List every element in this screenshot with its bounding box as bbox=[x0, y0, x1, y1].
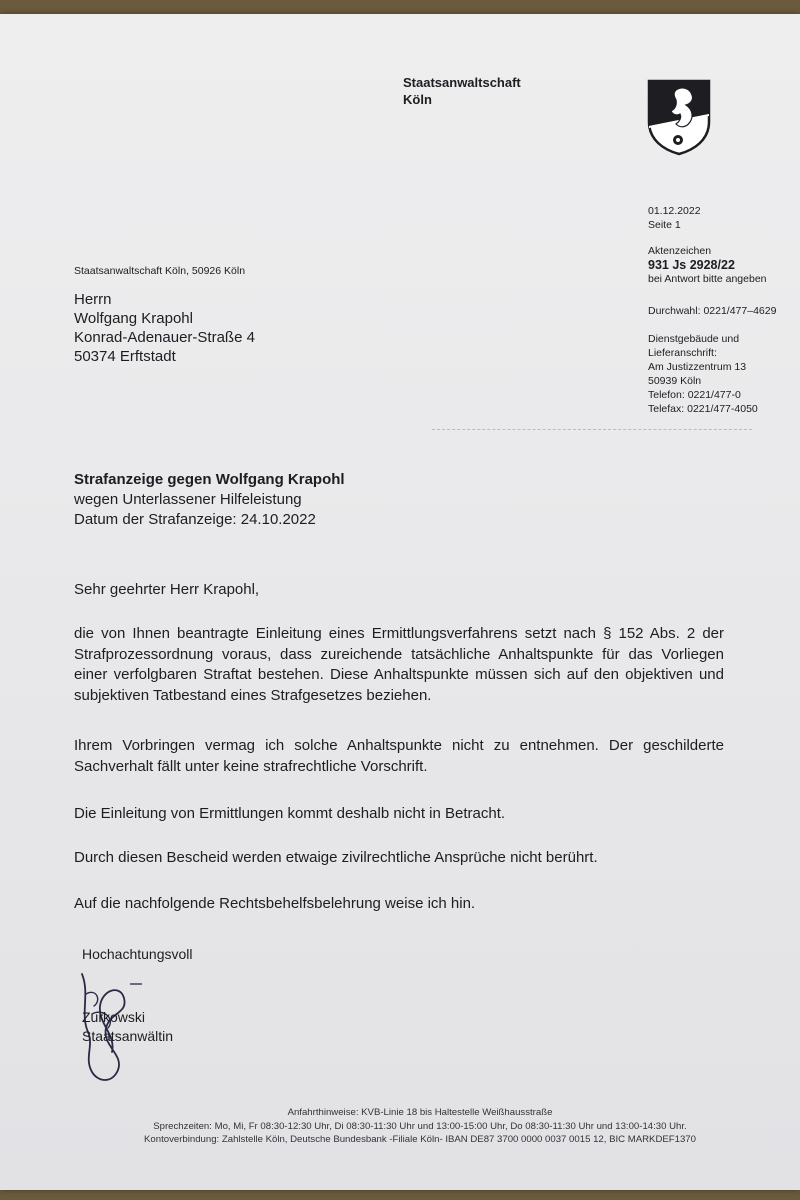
recipient-address bbox=[74, 290, 255, 366]
letterhead-authority bbox=[403, 74, 521, 108]
subject-line-2: wegen Unterlassener Hilfeleistung bbox=[74, 491, 302, 508]
building-city: 50939 Köln bbox=[648, 375, 702, 387]
reference-number: 931 Js 2928/22 bbox=[648, 258, 735, 272]
info-block-date bbox=[648, 204, 701, 232]
paragraph-1: die von Ihnen beantragte Einleitung eines Ermittlungsverfahrens setzt nach § 152 Abs. 2 der Strafprozessordnung voraus, dass zureichende tatsächliche Anhaltspunkte für das Vorliegen einer verfolgbaren Straftat bestehen. Diese Anhaltspunkte müssen sich auf den objektiven und subjektiven Tatbestand eines Strafgesetzes beziehen. bbox=[74, 625, 724, 704]
reference-note: bei Antwort bitte angeben bbox=[648, 273, 767, 285]
fax-number: Telefax: 0221/477-4050 bbox=[648, 403, 758, 415]
recipient-city: 50374 Erftstadt bbox=[74, 348, 176, 365]
building-label-1: Dienstgebäude und bbox=[648, 333, 740, 345]
subject-title: Strafanzeige gegen Wolfgang Krapohl bbox=[74, 471, 345, 488]
recipient-street: Konrad-Adenauer-Straße 4 bbox=[74, 329, 255, 346]
info-block-address bbox=[648, 332, 758, 416]
paragraph-2: Ihrem Vorbringen vermag ich solche Anhaltspunkte nicht zu entnehmen. Der geschilderte Sachverhalt fällt unter keine strafrechtliche Vorschrift. bbox=[74, 737, 724, 775]
subject-block bbox=[74, 470, 674, 530]
authority-name: Staatsanwaltschaft bbox=[403, 75, 521, 90]
reference-label: Aktenzeichen bbox=[648, 245, 712, 257]
info-block-reference bbox=[648, 244, 767, 286]
footer-bank-details: Kontoverbindung: Zahlstelle Köln, Deutsche Bundesbank -Filiale Köln- IBAN DE87 3700 0000 0037 0015 12, BIC MARKDEF1370 bbox=[144, 1134, 696, 1145]
letter-date: 01.12.2022 bbox=[648, 205, 701, 217]
building-label-2: Lieferanschrift: bbox=[648, 347, 717, 359]
subject-line-3: Datum der Strafanzeige: 24.10.2022 bbox=[74, 511, 316, 528]
closing: Hochachtungsvoll bbox=[82, 946, 193, 962]
greeting: Sehr geehrter Herr Krapohl, bbox=[74, 581, 260, 598]
authority-city: Köln bbox=[403, 92, 432, 107]
sender-return-line: Staatsanwaltschaft Köln, 50926 Köln bbox=[74, 265, 246, 277]
paragraph-3: Die Einleitung von Ermittlungen kommt deshalb nicht in Betracht. bbox=[74, 805, 506, 822]
signer-title: Staatsanwältin bbox=[82, 1028, 174, 1044]
footer-directions: Anfahrthinweise: KVB-Linie 18 bis Haltestelle Weißhausstraße bbox=[287, 1107, 553, 1118]
nrw-coat-of-arms-icon bbox=[646, 78, 712, 156]
phone-number: Telefon: 0221/477-0 bbox=[648, 389, 741, 401]
page-number: Seite 1 bbox=[648, 219, 681, 231]
building-street: Am Justizzentrum 13 bbox=[648, 361, 747, 373]
recipient-salutation: Herrn bbox=[74, 291, 112, 308]
letter-page bbox=[0, 14, 800, 1190]
paragraph-5: Auf die nachfolgende Rechtsbehelfsbelehrung weise ich hin. bbox=[74, 895, 476, 912]
footer bbox=[60, 1106, 780, 1147]
direct-dial: Durchwahl: 0221/477–4629 bbox=[648, 305, 777, 317]
recipient-name: Wolfgang Krapohl bbox=[74, 310, 193, 327]
fold-mark-divider bbox=[432, 429, 752, 430]
signer-name: Zurkowski bbox=[82, 1009, 146, 1025]
footer-office-hours: Sprechzeiten: Mo, Mi, Fr 08:30-12:30 Uhr, Di 08:30-11:30 Uhr und 13:00-15:00 Uhr, Do 08:30-11:30 Uhr und 13:00-14:30 Uhr. bbox=[153, 1120, 687, 1132]
paragraph-4: Durch diesen Bescheid werden etwaige zivilrechtliche Ansprüche nicht berührt. bbox=[74, 849, 598, 866]
